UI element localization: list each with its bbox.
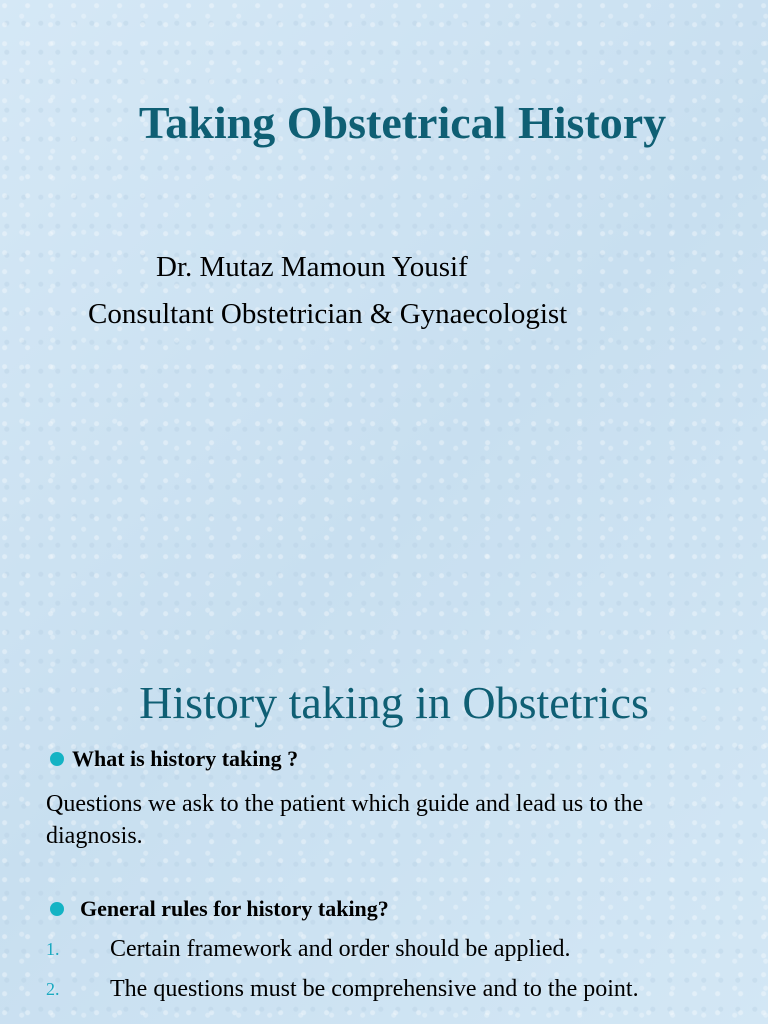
list-item bbox=[46, 930, 746, 968]
list-number: 1. bbox=[46, 939, 60, 959]
bullet-text: What is history taking ? bbox=[72, 746, 299, 771]
slide-heading: History taking in Obstetrics bbox=[139, 677, 649, 728]
bullet-general-rules bbox=[50, 898, 389, 920]
presentation-title: Taking Obstetrical History bbox=[138, 97, 667, 148]
bullet-dot-icon bbox=[50, 752, 64, 766]
bullet-what-is-history bbox=[50, 748, 298, 770]
list-item-text: Certain framework and order should be applied. bbox=[110, 936, 571, 962]
list-item-text: The questions must be comprehensive and to the point. bbox=[110, 976, 639, 1002]
list-item bbox=[46, 970, 746, 1008]
bullet-text: General rules for history taking? bbox=[80, 896, 389, 921]
author-role: Consultant Obstetrician & Gynaecologist bbox=[88, 298, 568, 330]
author-name: Dr. Mutaz Mamoun Yousif bbox=[156, 251, 468, 283]
bullet-dot-icon bbox=[50, 902, 64, 916]
answer-text: Questions we ask to the patient which guide and lead us to the diagnosis. bbox=[46, 791, 644, 849]
slide-history-taking bbox=[0, 640, 768, 1024]
list-number: 2. bbox=[46, 979, 60, 999]
